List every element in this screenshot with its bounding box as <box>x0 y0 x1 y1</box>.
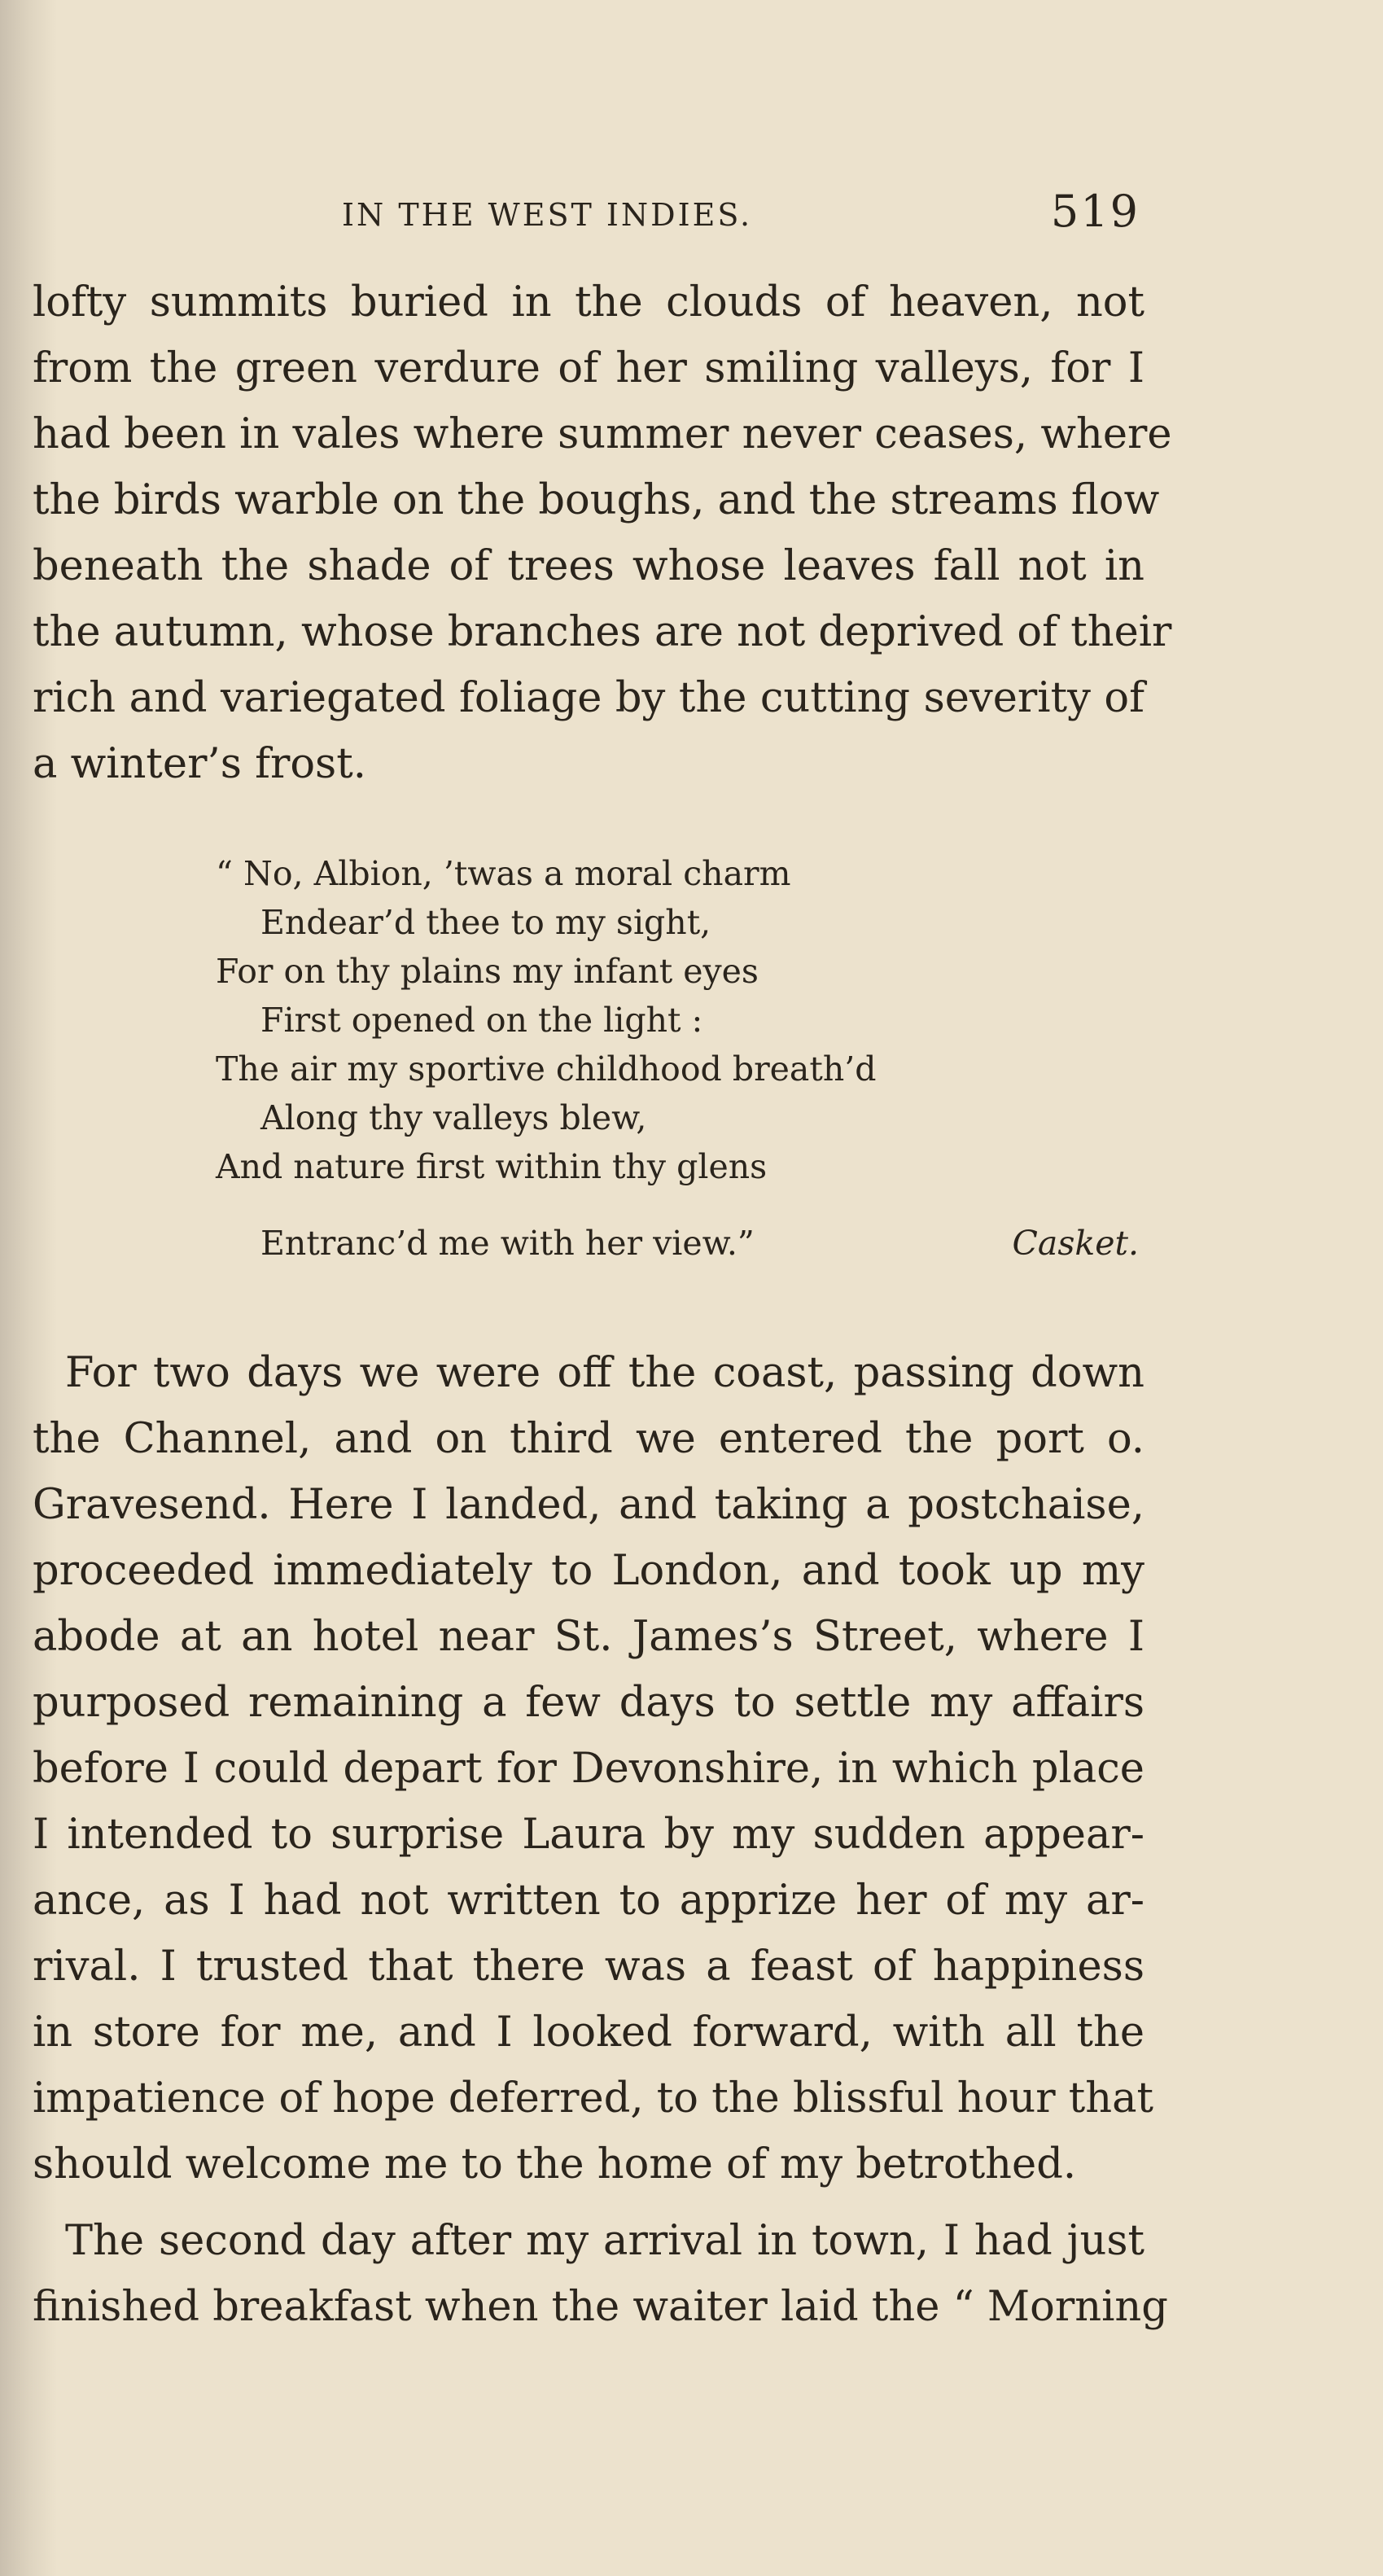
text-line: the Channel, and on third we entered the port o. <box>33 1415 1144 1463</box>
text-line: a winter’s frost. <box>33 740 366 788</box>
text-line: beneath the shade of trees whose leaves fall not in <box>33 542 1144 590</box>
poem-line: Entranc’d me with her view.” <box>260 1224 755 1263</box>
poem-line: First opened on the light : <box>260 1001 703 1040</box>
text-line: Gravesend. Here I landed, and taking a postchaise, <box>33 1481 1144 1529</box>
poem-line: Along thy valleys blew, <box>260 1098 647 1137</box>
poem-line: Endear’d thee to my sight, <box>260 903 711 942</box>
poem-line: And nature first within thy glens <box>216 1147 768 1186</box>
running-head: IN THE WEST INDIES. <box>342 197 753 233</box>
text-line: in store for me, and I looked forward, with all the <box>33 2009 1144 2057</box>
text-line: before I could depart for Devonshire, in which place <box>33 1745 1144 1793</box>
text-line: the autumn, whose branches are not deprived of their <box>33 608 1172 656</box>
text-line: rich and variegated foliage by the cutting severity of <box>33 674 1144 722</box>
text-line: proceeded immediately to London, and took up my <box>33 1547 1144 1595</box>
poem-attribution: Casket. <box>1012 1224 1139 1263</box>
text-line: For two days we were off the coast, passing down <box>65 1349 1144 1397</box>
text-line: from the green verdure of her smiling valleys, for I <box>33 344 1144 392</box>
text-line: rival. I trusted that there was a feast of happiness <box>33 1943 1144 1991</box>
text-line: The second day after my arrival in town, I had just <box>65 2217 1144 2265</box>
page-header <box>342 186 1140 237</box>
text-line: had been in vales where summer never ceases, where <box>33 410 1172 458</box>
text-line: ance, as I had not written to apprize her of my ar- <box>33 1877 1144 1925</box>
poem-line: “ No, Albion, ’twas a moral charm <box>216 854 791 893</box>
text-line: I intended to surprise Laura by my sudden appear- <box>33 1811 1144 1859</box>
text-line: lofty summits buried in the clouds of heaven, not <box>33 278 1144 326</box>
text-line: purposed remaining a few days to settle my affairs <box>33 1679 1144 1727</box>
poem-line: For on thy plains my infant eyes <box>216 952 759 991</box>
text-line: abode at an hotel near St. James’s Street, where I <box>33 1613 1144 1661</box>
text-line: the birds warble on the boughs, and the streams flow <box>33 476 1160 524</box>
poem-line: The air my sportive childhood breath’d <box>216 1049 877 1089</box>
text-line: should welcome me to the home of my betrothed. <box>33 2140 1077 2188</box>
text-line: impatience of hope deferred, to the blissful hour that <box>33 2074 1154 2123</box>
text-line: finished breakfast when the waiter laid the “ Morning <box>33 2283 1168 2331</box>
page-number: 519 <box>1050 186 1140 237</box>
